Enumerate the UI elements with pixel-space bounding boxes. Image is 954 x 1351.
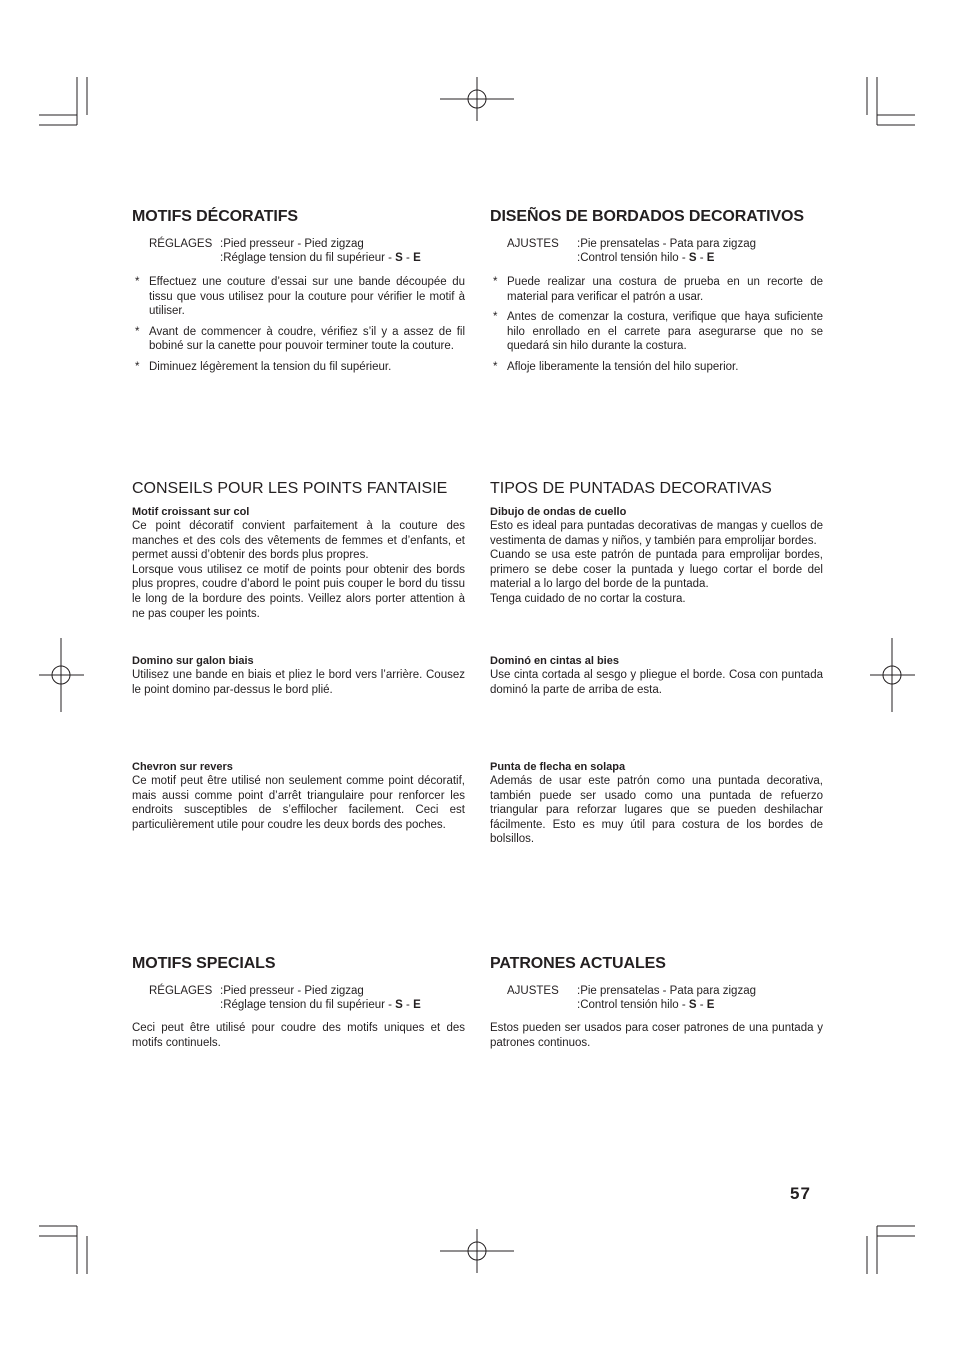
subheading: Domino sur galon biais <box>132 655 254 667</box>
paragraph: Utilisez une bande en biais et pliez le bord vers l’arrière. Cousez le point domino par-dessus le bord plié. <box>132 669 465 696</box>
settings-block <box>149 237 465 265</box>
tipos-section <box>490 479 823 607</box>
section-title: PATRONES ACTUALES <box>490 955 666 972</box>
paragraph: Cuando se usa este patrón de puntada para emprolijar bordes, primero se debe coser la puntada y luego cortar el borde del material a lo largo del borde de la puntada. <box>490 549 823 591</box>
settings-label: AJUSTES <box>507 985 559 997</box>
paragraph: Lorsque vous utilisez ce motif de points pour obtenir des bords plus propres, coudre d’abord le point puis couper le bord du tissu le long de la bordure des points. Veillez alors porter attention à ne pas couper les points. <box>132 563 465 620</box>
list-item: * Avant de commencer à coudre, vérifiez s’il y a assez de fil bobiné sur la canette pour pouvoir terminer toute la couture. <box>135 325 465 353</box>
section-title: MOTIFS DÉCORATIFS <box>132 208 298 225</box>
subheading: Punta de flecha en solapa <box>490 761 626 773</box>
motifs-decoratifs-section <box>132 207 465 381</box>
bordados-section <box>490 207 823 381</box>
setting-tension: :Réglage tension du fil supérieur - S - E <box>220 999 421 1011</box>
section-title: CONSEILS POUR LES POINTS FANTAISIE <box>132 480 448 497</box>
paragraph: Ce motif peut être utilisé non seulement comme point décoratif, mais aussi comme point d’arrêt triangulaire pour renforcer les endroits susceptibles de s’effilocher facilement. Ceci est particulièrement utile pour coudre les deux bords des poches. <box>132 775 465 831</box>
setting-tension: :Control tensión hilo - S - E <box>577 252 715 264</box>
setting-foot: :Pied presseur - Pied zigzag <box>220 985 364 997</box>
list-item: * Puede realizar una costura de prueba en un recorte de material para verificar el patrón a usar. <box>493 276 823 303</box>
list-item: * Afloje liberamente la tensión del hilo superior. <box>493 360 739 373</box>
tips-list <box>490 275 823 375</box>
paragraph: Use cinta cortada al sesgo y pliegue el borde. Cosa con puntada dominó la parte de arriba de esta. <box>490 669 823 696</box>
domino-section <box>132 654 465 697</box>
setting-foot: :Pied presseur - Pied zigzag <box>220 238 364 250</box>
paragraph: Ce point décoratif convient parfaitement à la couture des manches et des cols des vêtements de femmes et d’enfants, et permet aussi d’obtenir des bords plus propres. <box>132 520 465 562</box>
subheading: Chevron sur revers <box>132 761 233 773</box>
settings-label: AJUSTES <box>507 238 559 250</box>
list-item: * Antes de comenzar la costura, verifique que haya suficiente hilo enrollado en el carrete para asegurarse que no se quedará sin hilo durante la costura. <box>493 311 823 353</box>
paragraph: Además de usar este patrón como una puntada decorativa, también puede ser usado como una puntada de refuerzo triangular para reforzar lugares que se pueden deshilachar fácilmente. Esto es muy útil para costura de los bordes de bolsillos. <box>490 775 823 846</box>
section-title: TIPOS DE PUNTADAS DECORATIVAS <box>490 480 772 497</box>
chevron-section <box>132 760 465 832</box>
setting-tension: :Control tensión hilo - S - E <box>577 999 715 1011</box>
settings-label: RÉGLAGES <box>149 985 213 997</box>
setting-foot: :Pie prensatelas - Pata para zigzag <box>577 238 756 250</box>
subheading: Motif croissant sur col <box>132 506 250 518</box>
setting-tension: :Réglage tension du fil supérieur - S - E <box>220 252 421 264</box>
motifs-specials-section <box>132 954 465 1050</box>
tips-list <box>132 275 465 375</box>
list-item: * Diminuez légèrement la tension du fil supérieur. <box>135 360 392 373</box>
punta-section <box>490 760 823 847</box>
settings-label: RÉGLAGES <box>149 238 213 250</box>
settings-block <box>507 984 823 1012</box>
settings-block <box>507 237 823 265</box>
section-title: DISEÑOS DE BORDADOS DECORATIVOS <box>490 208 804 225</box>
subheading: Dominó en cintas al bies <box>490 655 619 667</box>
conseils-section <box>132 479 465 621</box>
list-item: * Effectuez une couture d’essai sur une bande découpée du tissu que vous utilisez pour la couture pour vérifier le motif à utiliser. <box>135 276 465 318</box>
paragraph: Esto es ideal para puntadas decorativas de mangas y cuellos de vestimenta de damas y niños, y también para emprolijar bordes. <box>490 520 823 547</box>
paragraph: Tenga cuidado de no cortar la costura. <box>490 592 686 605</box>
page-number: 57 <box>790 1184 811 1203</box>
paragraph: Estos pueden ser usados para coser patrones de una puntada y patrones continuos. <box>490 1022 823 1049</box>
patrones-actuales-section <box>490 954 823 1050</box>
setting-foot: :Pie prensatelas - Pata para zigzag <box>577 985 756 997</box>
paragraph: Ceci peut être utilisé pour coudre des motifs uniques et des motifs continuels. <box>132 1022 465 1049</box>
domino-section-es <box>490 654 823 697</box>
subheading: Dibujo de ondas de cuello <box>490 506 627 518</box>
settings-block <box>149 984 465 1012</box>
section-title: MOTIFS SPECIALS <box>132 955 276 972</box>
